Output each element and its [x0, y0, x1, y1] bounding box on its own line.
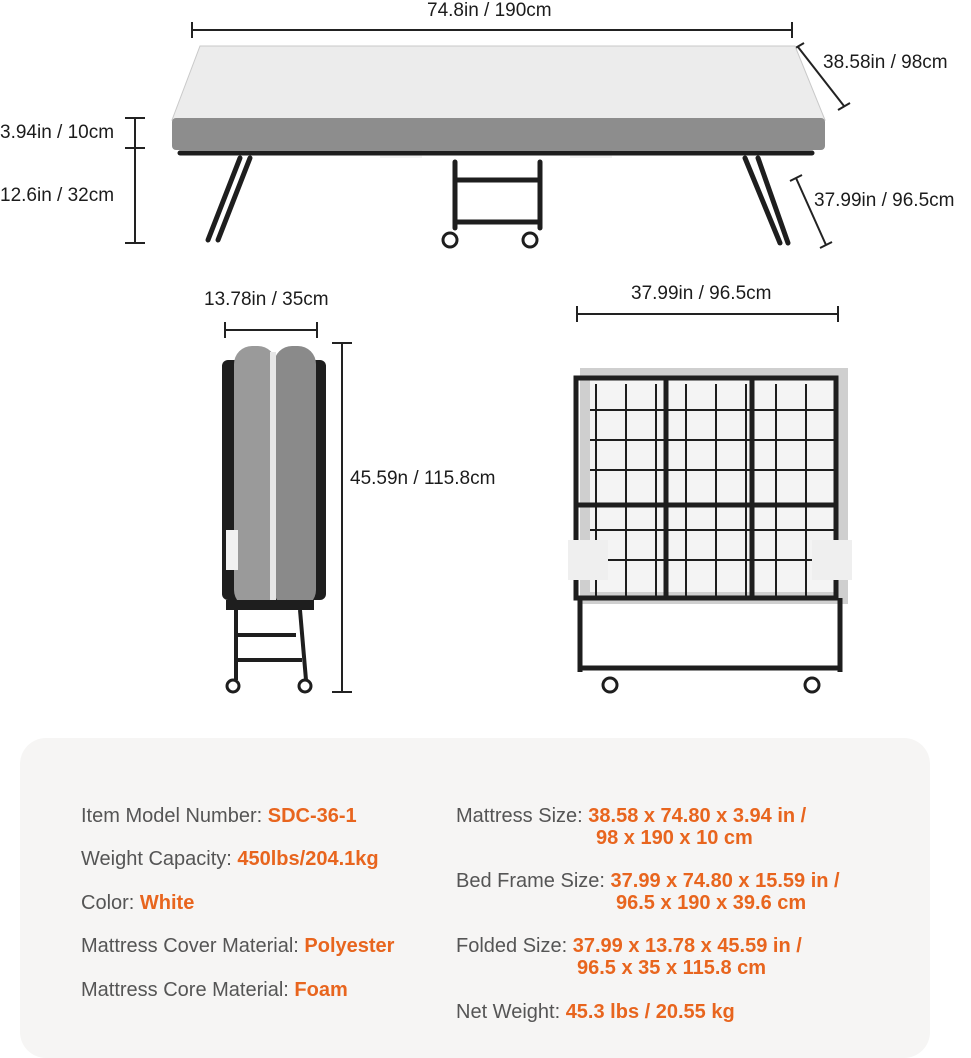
- spec-capacity-label: Weight Capacity:: [81, 848, 238, 870]
- spec-frame-size-line2: 96.5 x 190 x 39.6 cm: [616, 892, 807, 914]
- dimension-frame-height-label: 12.6in / 32cm: [0, 185, 115, 206]
- spec-color-label: Color:: [81, 892, 140, 914]
- spec-frame-size-line1: 37.99 x 74.80 x 15.59 in /: [610, 870, 840, 892]
- spec-cover-label: Mattress Cover Material:: [81, 935, 305, 957]
- spec-folded-size: [456, 935, 802, 979]
- spec-folded-size-line1: 37.99 x 13.78 x 45.59 in /: [572, 935, 802, 957]
- spec-model-value: SDC-36-1: [267, 805, 357, 827]
- dimension-mattress-thickness-label: 3.94in / 10cm: [0, 122, 115, 143]
- spec-frame-size: [456, 870, 840, 914]
- dimension-folded-depth-label: 13.78in / 35cm: [204, 289, 329, 310]
- bed-side-view: [172, 46, 825, 247]
- dimension-width-label: 38.58in / 98cm: [823, 52, 948, 73]
- spec-core-material: [81, 979, 348, 1001]
- spec-core-label: Mattress Core Material:: [81, 979, 295, 1001]
- dimension-folded-height-label: 45.59n / 115.8cm: [350, 468, 496, 489]
- spec-core-value: Foam: [294, 979, 348, 1001]
- spec-color-value: White: [139, 892, 195, 914]
- spec-mattress-size-line1: 38.58 x 74.80 x 3.94 in /: [588, 805, 807, 827]
- spec-folded-size-line2: 96.5 x 35 x 115.8 cm: [577, 957, 767, 979]
- spec-model-number: [81, 805, 357, 827]
- spec-cover-value: Polyester: [304, 935, 395, 957]
- bed-folded-front-view: [568, 368, 852, 692]
- spec-cover-material: [81, 935, 394, 957]
- spec-frame-size-label: Bed Frame Size:: [456, 870, 611, 892]
- spec-mattress-size: [456, 805, 806, 849]
- spec-net-weight: [456, 1001, 735, 1023]
- spec-color: [81, 892, 194, 914]
- spec-net-weight-value: 45.3 lbs / 20.55 kg: [565, 1001, 735, 1023]
- dimension-side-height-label: 37.99in / 96.5cm: [814, 190, 955, 211]
- spec-folded-size-label: Folded Size:: [456, 935, 573, 957]
- spec-mattress-size-line2: 98 x 190 x 10 cm: [596, 827, 753, 849]
- spec-mattress-size-label: Mattress Size:: [456, 805, 589, 827]
- spec-panel: [20, 738, 930, 1058]
- dimension-length-label: 74.8in / 190cm: [427, 0, 552, 21]
- spec-weight-capacity: [81, 848, 379, 870]
- spec-net-weight-label: Net Weight:: [456, 1001, 566, 1023]
- spec-capacity-value: 450lbs/204.1kg: [237, 848, 379, 870]
- dimension-folded-width-label: 37.99in / 96.5cm: [631, 283, 772, 304]
- spec-model-label: Item Model Number:: [81, 805, 268, 827]
- bed-folded-side-view: [222, 346, 326, 692]
